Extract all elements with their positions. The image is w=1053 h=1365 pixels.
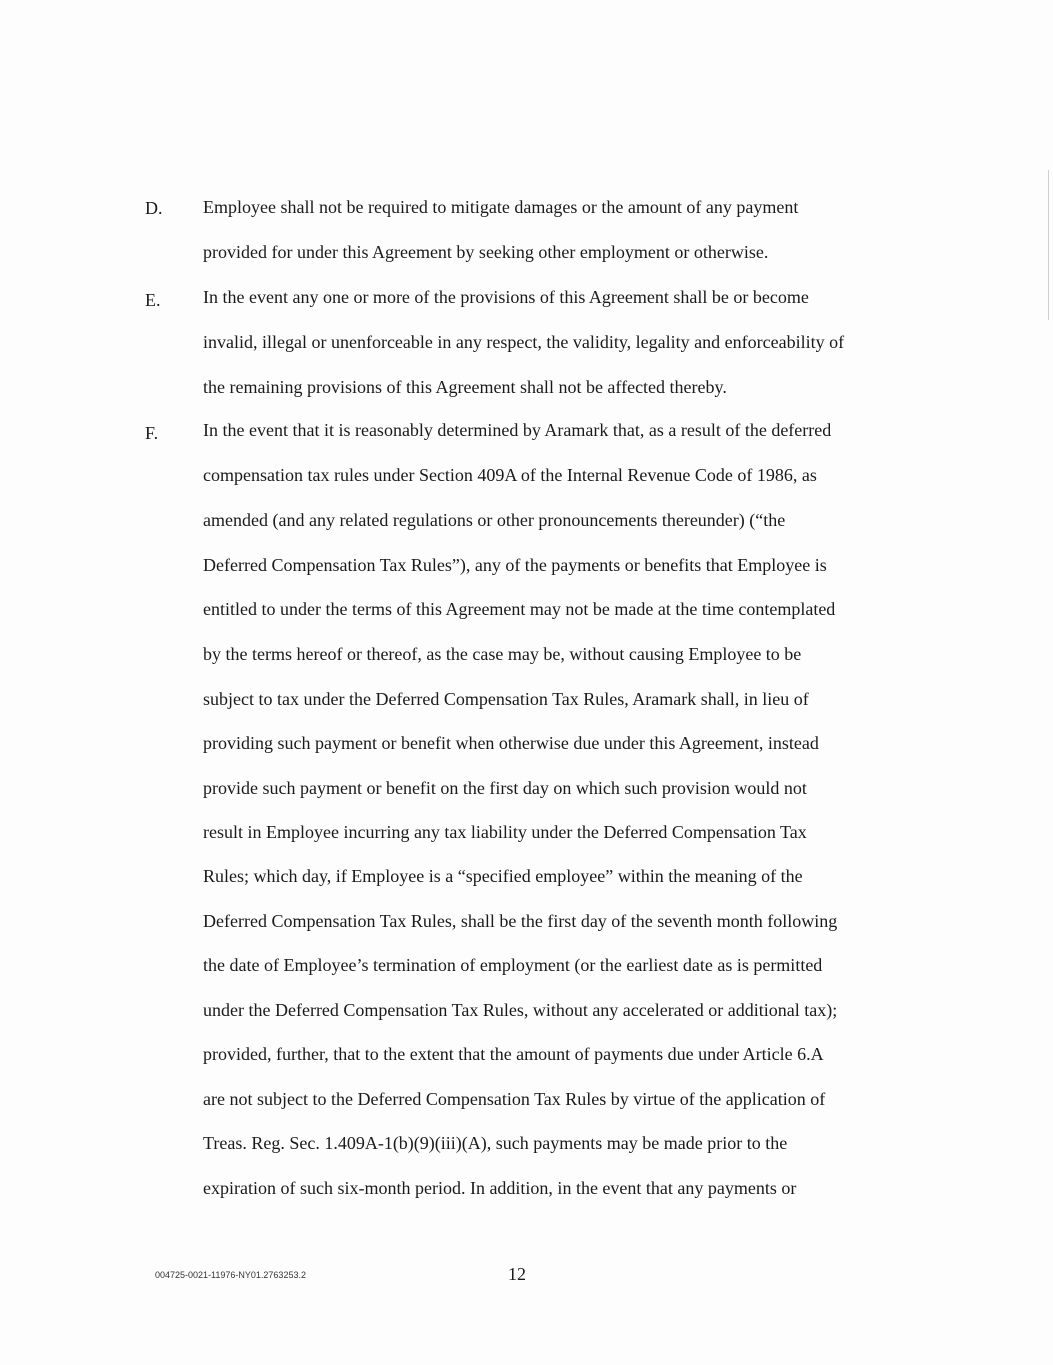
paragraph-label: F. [145,423,159,443]
paragraph-line: Deferred Compensation Tax Rules”), any of the payments or benefits that Employee is [203,555,827,575]
paragraph-line: compensation tax rules under Section 409A of the Internal Revenue Code of 1986, as [203,465,817,485]
scan-edge-mark [1048,170,1049,320]
paragraph-line: invalid, illegal or unenforceable in any respect, the validity, legality and enforceability of [203,332,845,352]
paragraph-line: the remaining provisions of this Agreement shall not be affected thereby. [203,377,727,397]
paragraph-line: amended (and any related regulations or other pronouncements thereunder) (“the [203,510,786,530]
paragraph-line: under the Deferred Compensation Tax Rules, without any accelerated or additional tax); [203,1000,838,1020]
paragraph-line: are not subject to the Deferred Compensation Tax Rules by virtue of the application of [203,1089,826,1109]
paragraph-line: provide such payment or benefit on the first day on which such provision would not [203,778,807,798]
paragraph-line: entitled to under the terms of this Agreement may not be made at the time contemplated [203,599,836,619]
paragraph-line: expiration of such six-month period. In addition, in the event that any payments or [203,1178,797,1198]
paragraph-line: In the event that it is reasonably determined by Aramark that, as a result of the deferred [203,420,832,440]
paragraph-line: Employee shall not be required to mitigate damages or the amount of any payment [203,197,799,217]
document-id: 004725-0021-11976-NY01.2763253.2 [155,1270,306,1280]
paragraph-line: result in Employee incurring any tax liability under the Deferred Compensation Tax [203,822,807,842]
paragraph-line: provided for under this Agreement by seeking other employment or otherwise. [203,242,769,262]
paragraph-line: by the terms hereof or thereof, as the case may be, without causing Employee to be [203,644,802,664]
paragraph-line: provided, further, that to the extent that the amount of payments due under Article 6.A [203,1044,824,1064]
paragraph-line: Deferred Compensation Tax Rules, shall be the first day of the seventh month following [203,911,838,931]
paragraph-line: providing such payment or benefit when otherwise due under this Agreement, instead [203,733,819,753]
paragraph-label: D. [145,198,163,218]
paragraph-label: E. [145,290,161,310]
paragraph-line: Treas. Reg. Sec. 1.409A-1(b)(9)(iii)(A), such payments may be made prior to the [203,1133,788,1153]
paragraph-line: In the event any one or more of the provisions of this Agreement shall be or become [203,287,809,307]
paragraph-line: subject to tax under the Deferred Compensation Tax Rules, Aramark shall, in lieu of [203,689,809,709]
page-number: 12 [508,1264,526,1284]
paragraph-line: Rules; which day, if Employee is a “specified employee” within the meaning of the [203,866,803,886]
paragraph-line: the date of Employee’s termination of employment (or the earliest date as is permitted [203,955,823,975]
